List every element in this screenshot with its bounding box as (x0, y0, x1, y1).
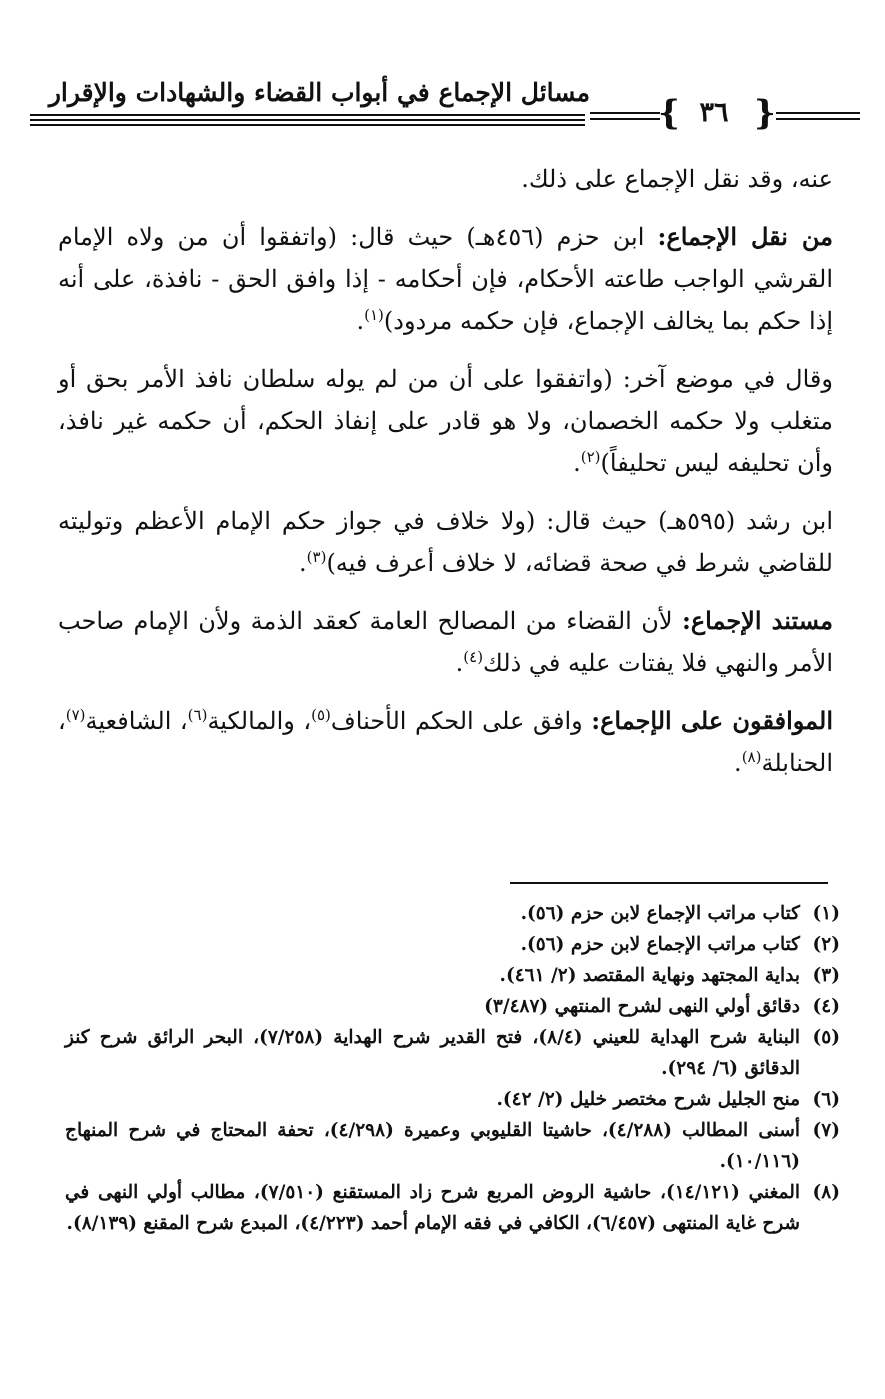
header-rule (30, 124, 585, 126)
paragraph (58, 358, 833, 484)
ornament-line (590, 118, 660, 120)
footnote-ref: (٧) (65, 706, 86, 724)
agreeing-paragraph (58, 700, 833, 784)
footnote-ref: (١) (364, 306, 384, 324)
ornament-line (590, 112, 660, 114)
footnote-text: بداية المجتهد ونهاية المقتصد (٢/ ٤٦١). (499, 965, 800, 986)
paragraph (58, 158, 833, 200)
ornament-line (776, 112, 860, 114)
footnote (65, 1177, 840, 1239)
footnote-number: (٧) (812, 1120, 840, 1141)
footnote-ref: (٨) (741, 748, 762, 766)
paragraph-text: ، والمالكية (207, 707, 312, 735)
footnote-text: منح الجليل شرح مختصر خليل (٢/ ٤٢). (496, 1089, 800, 1110)
paragraph (58, 216, 833, 342)
footnote-text: كتاب مراتب الإجماع لابن حزم (٥٦). (520, 903, 800, 924)
paragraph-text: لأن القضاء من المصالح العامة كعقد الذمة ولأن الإمام صاحب الأمر والنهي فلا يفتات عليه في ذلك (58, 607, 833, 677)
paragraph-text: وقال في موضع آخر: (واتفقوا على أن من لم يوله سلطان نافذ الأمر بحق أو متغلب ولا حكمه الخصمان، ولا هو قادر على إنفاذ الحكم، أن حكمه غير نافذ، وأن تحليفه ليس تحليفاً) (58, 365, 833, 477)
footnote-number: (٨) (812, 1182, 840, 1203)
footnote-number: (١) (812, 903, 840, 924)
header-rule (30, 114, 585, 116)
footnote-text: البناية شرح الهداية للعيني (٨/٤)، فتح القدير شرح الهداية (٧/٢٥٨)، البحر الرائق شرح كنز الدقائق (٦/ ٢٩٤). (65, 1027, 800, 1079)
paragraph-text: وافق على الحكم الأحناف (330, 707, 592, 735)
footnote-number: (٢) (812, 934, 840, 955)
paragraph-end: . (573, 449, 581, 477)
paragraph-text: ابن رشد (٥٩٥هـ) حيث قال: (ولا خلاف في جواز حكم الإمام الأعظم وتوليته للقاضي شرط في صحة قضائه، لا خلاف أعرف فيه) (58, 507, 833, 577)
page-number: ٣٦ (699, 97, 729, 128)
paragraph-lead: مستند الإجماع: (681, 606, 834, 635)
paragraph (58, 600, 833, 684)
paragraph-text: ، الشافعية (85, 707, 188, 735)
page-header (30, 78, 860, 140)
footnote (65, 898, 840, 929)
footnote-text: أسنى المطالب (٤/٢٨٨)، حاشيتا القليوبي وعميرة (٤/٢٩٨)، تحفة المحتاج في شرح المنهاج (١٠/١١٦). (65, 1120, 800, 1172)
footnote-ref: (٢) (580, 448, 601, 466)
running-title: مسائل الإجماع في أبواب القضاء والشهادات والإقرار (48, 78, 590, 107)
footnote (65, 1084, 840, 1115)
footnote-ref: (٦) (187, 706, 208, 724)
paragraph-text: عنه، وقد نقل الإجماع على ذلك. (521, 165, 833, 193)
footnote-number: (٥) (812, 1027, 840, 1048)
footnote (65, 960, 840, 991)
page-number-ornament (590, 92, 860, 136)
paragraph-text: ، الحنابلة (58, 707, 833, 777)
footnote-number: (٣) (812, 965, 840, 986)
footnote (65, 1115, 840, 1177)
footnote-number: (٦) (812, 1089, 840, 1110)
footnote-ref: (٥) (311, 706, 331, 724)
ornament-bracket-right: } (754, 93, 776, 133)
paragraph-lead: الموافقون على الإجماع: (591, 706, 833, 735)
paragraph-end: . (299, 549, 307, 577)
ornament-bracket-left: { (658, 93, 680, 133)
footnote-ref: (٤) (463, 648, 484, 666)
footnote-text: دقائق أولي النهى لشرح المنتهي (٣/٤٨٧) (484, 996, 800, 1017)
paragraph (58, 500, 833, 584)
footnote-ref: (٣) (306, 548, 327, 566)
footnote-separator (510, 882, 828, 884)
footnote (65, 1022, 840, 1084)
header-rule (30, 119, 585, 121)
footnote (65, 991, 840, 1022)
paragraph-text: ابن حزم (٤٥٦هـ) حيث قال: (واتفقوا أن من ولاه الإمام القرشي الواجب طاعته الأحكام، فإن أحكامه - إذا وافق الحق - نافذة، على أنه إذا حكم بما يخالف الإجماع، فإن حكمه مردود) (58, 223, 833, 335)
paragraph-lead: من نقل الإجماع: (657, 222, 833, 251)
paragraph-end: . (734, 749, 742, 777)
footnote-text: كتاب مراتب الإجماع لابن حزم (٥٦). (520, 934, 800, 955)
footnotes (65, 898, 840, 1239)
paragraph-end: . (356, 307, 365, 335)
footnote-number: (٤) (812, 996, 840, 1017)
footnote-text: المغني (١٤/١٢١)، حاشية الروض المربع شرح زاد المستقنع (٧/٥١٠)، مطالب أولي النهى في شرح غاية المنتهى (٦/٤٥٧)، الكافي في فقه الإمام أحمد (٤/٢٢٣)، المبدع شرح المقنع (٨/١٣٩). (65, 1182, 800, 1234)
paragraph-end: . (455, 649, 464, 677)
footnote (65, 929, 840, 960)
main-text (58, 158, 833, 800)
ornament-line (776, 118, 860, 120)
